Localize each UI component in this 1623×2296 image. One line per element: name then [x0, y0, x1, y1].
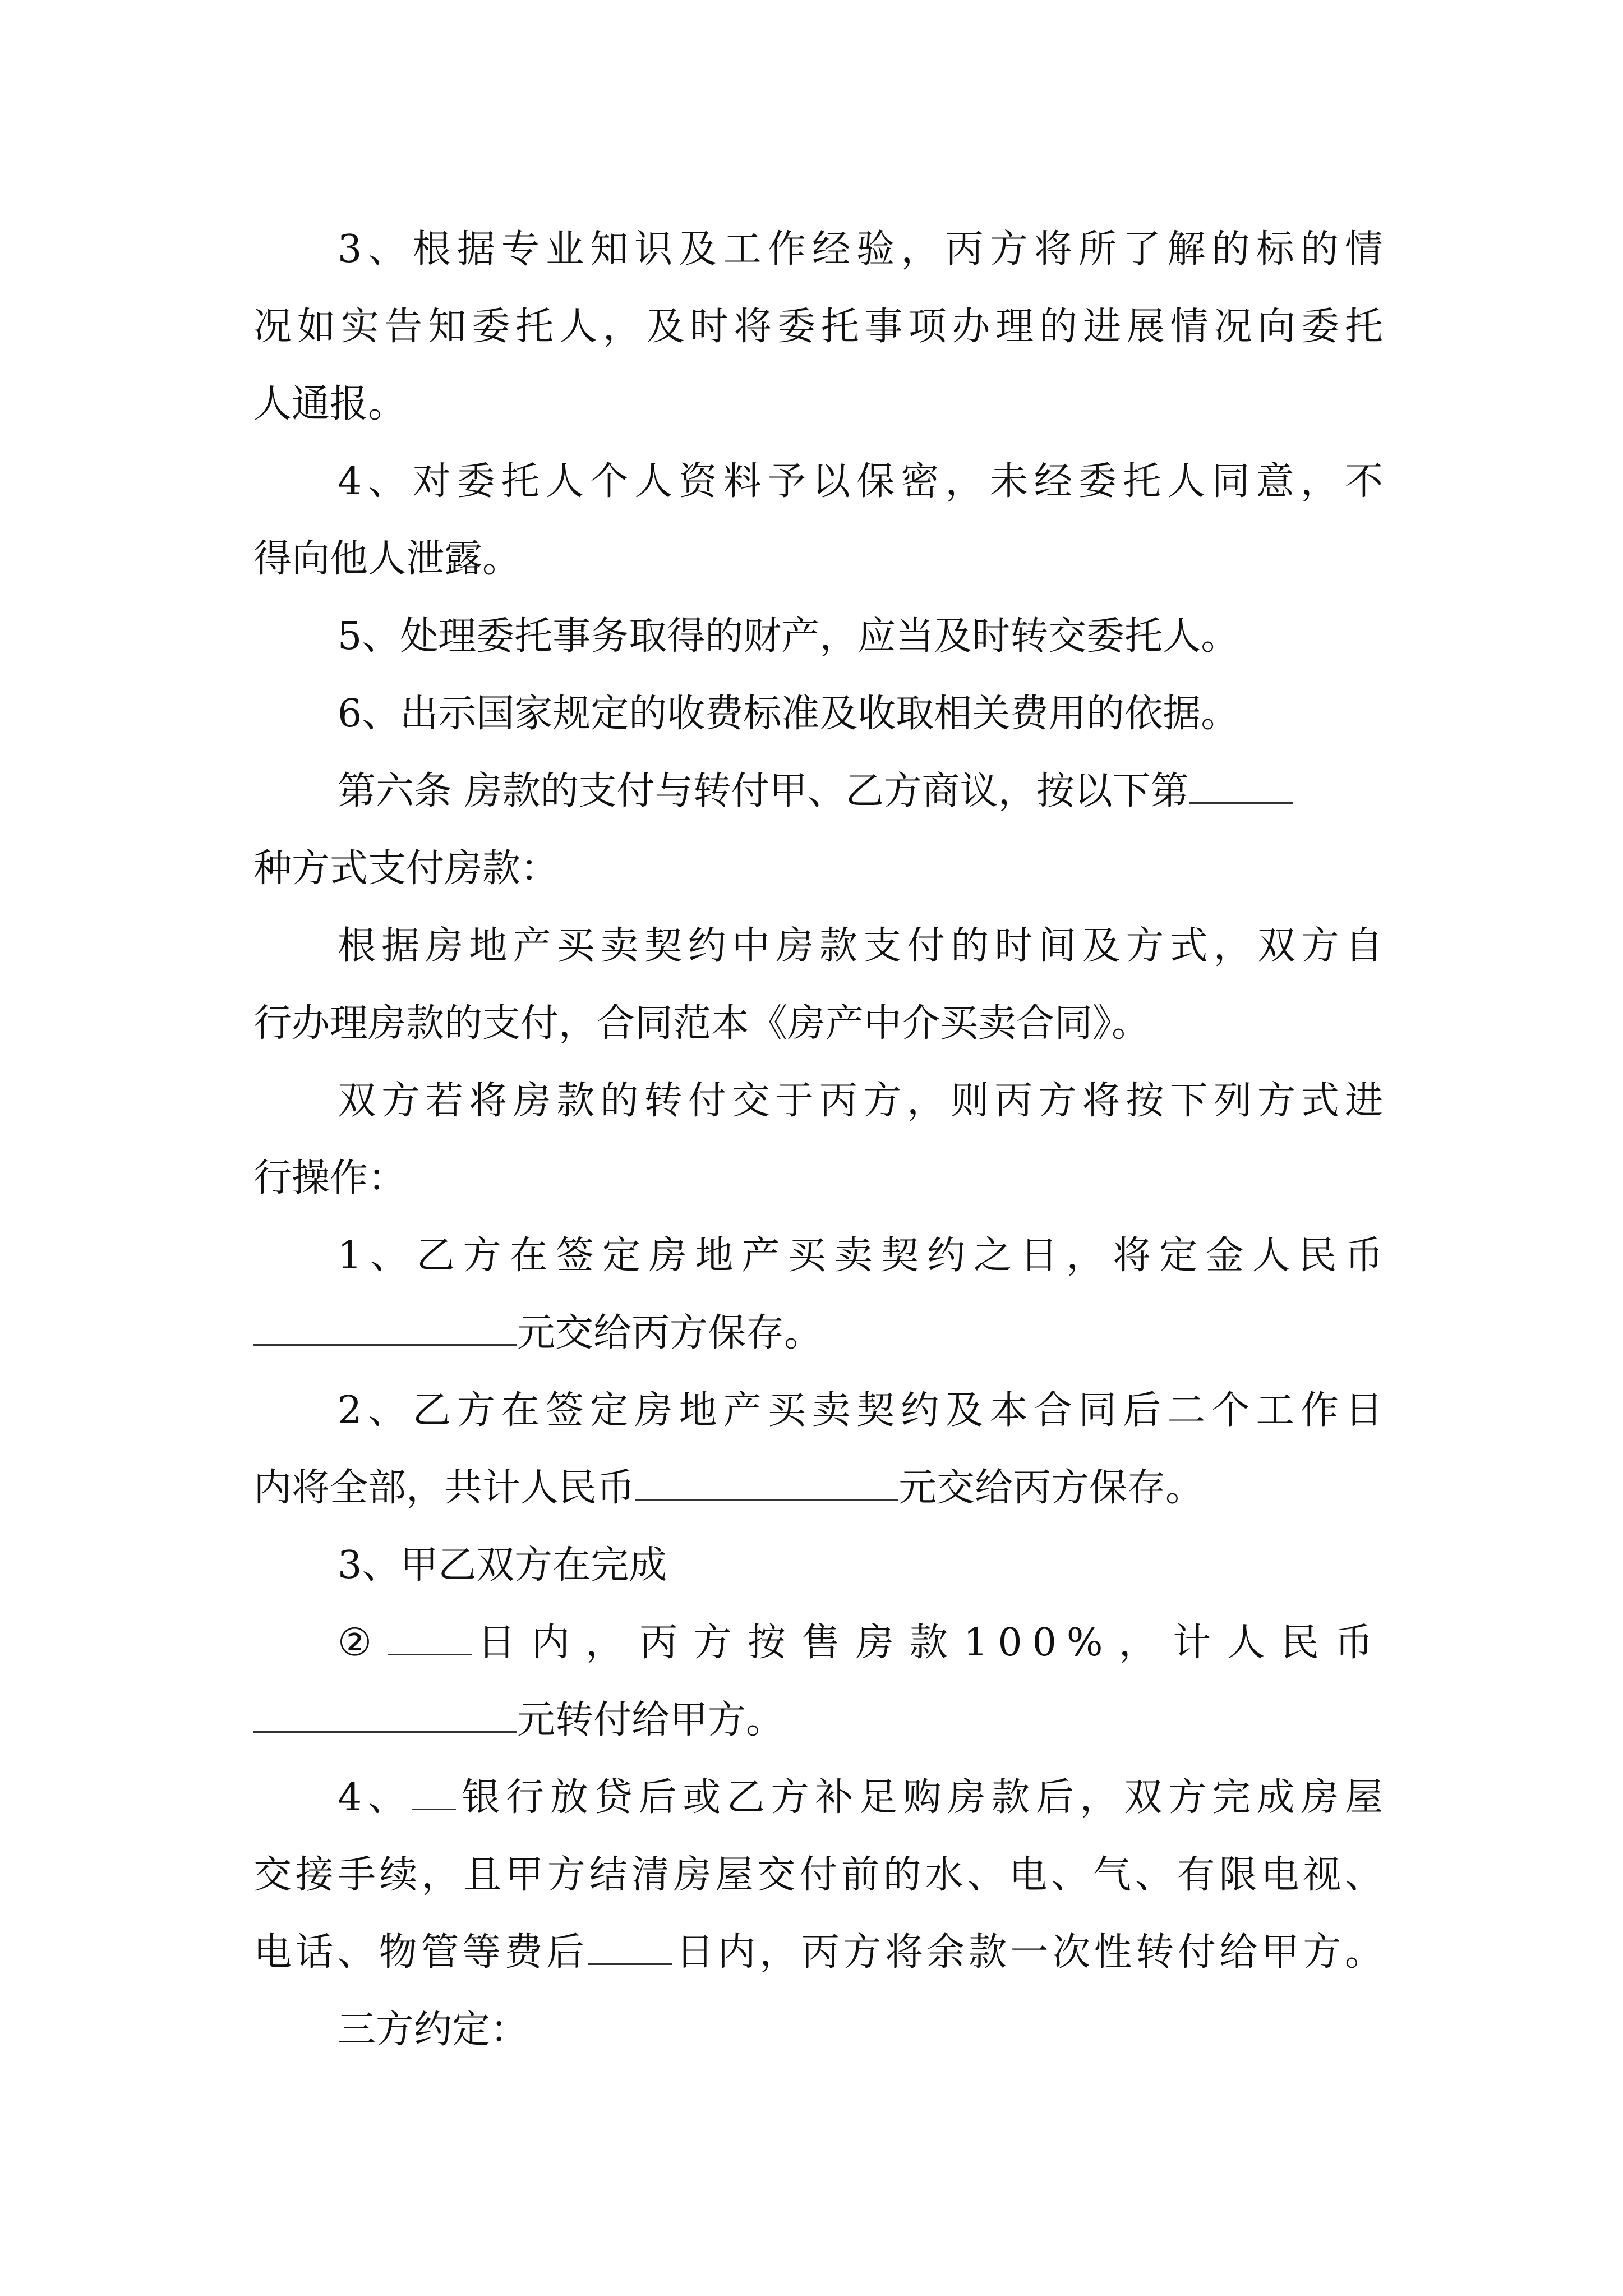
- paragraph-line: 电话、物管等费后: [253, 1930, 588, 1975]
- paragraph-step-4-line3: [253, 1914, 1383, 1991]
- paragraph-line: 三方约定：: [338, 2008, 529, 2052]
- paragraph-line: 第六条 房款的支付与转付甲、乙方商议，按以下第: [338, 769, 1189, 813]
- paragraph-item-5: [253, 598, 1383, 675]
- paragraph-step-3-detail: [253, 1604, 1383, 1682]
- paragraph-line: 元转付给甲方。: [517, 1698, 785, 1742]
- paragraph-article-6: [253, 753, 1383, 830]
- paragraph-step-2: [253, 1372, 1383, 1450]
- circled-number: ②: [338, 1621, 388, 1665]
- paragraph-line: 5、处理委托事务取得的财产，应当及时转交委托人。: [338, 614, 1239, 659]
- paragraph-step-1: [253, 1217, 1383, 1295]
- paragraph-line: 行操作：: [253, 1156, 407, 1200]
- paragraph-line: 根据房地产买卖契约中房款支付的时间及方式，双方自: [338, 924, 1383, 968]
- paragraph-step-3-detail-line2: [253, 1682, 1383, 1759]
- paragraph-line: 况如实告知委托人，及时将委托事项办理的进展情况向委托: [253, 305, 1383, 349]
- paragraph-tripartite: [253, 1991, 1383, 2069]
- paragraph-line: 元交给丙方保存。: [517, 1311, 823, 1355]
- paragraph-line: 交接手续，且甲方结清房屋交付前的水、电、气、有限电视、: [253, 1853, 1383, 1897]
- paragraph-line: 种方式支付房款：: [253, 846, 559, 891]
- blank-field: [588, 1929, 672, 1965]
- paragraph-line: 日内，丙方按售房款100%，计人民币: [472, 1621, 1383, 1665]
- paragraph-line: 内将全部，共计人民币: [253, 1466, 635, 1510]
- paragraph-article-6-line2: [253, 830, 1383, 908]
- blank-field: [388, 1619, 472, 1655]
- paragraph-item-3-line2: [253, 288, 1383, 366]
- paragraph-line: 1、乙方在签定房地产买卖契约之日，将定金人民币: [338, 1234, 1383, 1278]
- paragraph-item-4: [253, 443, 1383, 521]
- paragraph-line: 4、对委托人个人资料予以保密，未经委托人同意，不: [338, 459, 1383, 504]
- paragraph-step-3: [253, 1527, 1383, 1604]
- paragraph-payment-method-line2: [253, 985, 1383, 1062]
- paragraph-line: 得向他人泄露。: [253, 537, 521, 581]
- paragraph-step-4: [253, 1759, 1383, 1837]
- paragraph-line: 银行放贷后或乙方补足购房款后，双方完成房屋: [455, 1775, 1383, 1820]
- paragraph-line: 6、出示国家规定的收费标准及收取相关费用的依据。: [338, 692, 1239, 736]
- paragraph-payment-method: [253, 908, 1383, 985]
- blank-field: [412, 1774, 456, 1810]
- paragraph-line: 双方若将房款的转付交于丙方，则丙方将按下列方式进: [338, 1079, 1383, 1123]
- paragraph-transfer: [253, 1062, 1383, 1140]
- paragraph-line: 日内，丙方将余款一次性转付给甲方。: [672, 1930, 1383, 1975]
- blank-field: [253, 1309, 517, 1346]
- paragraph-step-2-line2: [253, 1450, 1383, 1527]
- paragraph-line: 2、乙方在签定房地产买卖契约及本合同后二个工作日: [338, 1388, 1383, 1433]
- paragraph-step-1-line2: [253, 1295, 1383, 1372]
- blank-field: [1189, 767, 1293, 804]
- paragraph-step-4-line2: [253, 1837, 1383, 1914]
- paragraph-line: 3、甲乙双方在完成: [338, 1543, 667, 1588]
- paragraph-line: 行办理房款的支付，合同范本《房产中介买卖合同》。: [253, 1001, 1150, 1046]
- paragraph-item-3: [253, 211, 1383, 288]
- paragraph-line: 元交给丙方保存。: [898, 1466, 1204, 1510]
- paragraph-item-3-line3: [253, 366, 1383, 443]
- blank-field: [635, 1464, 898, 1501]
- document-body: [253, 211, 1383, 2069]
- paragraph-item-6: [253, 675, 1383, 753]
- paragraph-transfer-line2: [253, 1140, 1383, 1217]
- paragraph-line: 3、根据专业知识及工作经验，丙方将所了解的标的情: [338, 227, 1383, 272]
- blank-field: [253, 1696, 517, 1733]
- paragraph-line: 人通报。: [253, 382, 407, 426]
- paragraph-item-4-line2: [253, 521, 1383, 598]
- paragraph-line: 4、: [338, 1775, 412, 1820]
